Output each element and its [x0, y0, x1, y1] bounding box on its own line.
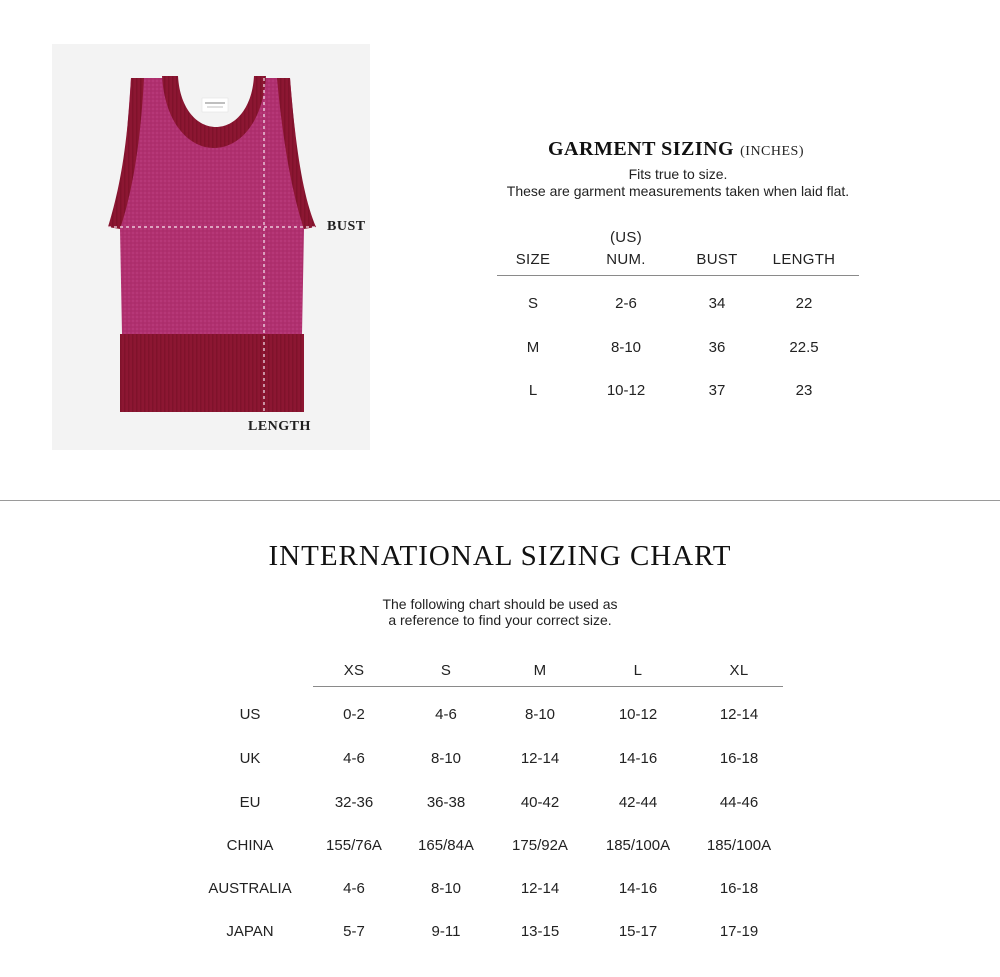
col-header-s: S	[440, 662, 452, 679]
col-header-xs: XS	[343, 662, 365, 679]
header-length: LENGTH	[772, 251, 836, 268]
region-label: EU	[239, 794, 261, 811]
international-header-rule	[313, 686, 783, 687]
gs-row-length: 22.5	[789, 339, 819, 356]
header-us: (US)	[609, 229, 643, 246]
col-header-m: M	[533, 662, 547, 679]
gs-row-num: 8-10	[610, 339, 642, 356]
col-header-l: L	[633, 662, 643, 679]
gs-row-bust: 34	[708, 295, 726, 312]
size-cell: 9-11	[431, 923, 461, 940]
international-subtitle-1: The following chart should be used as	[382, 596, 618, 612]
size-cell: 175/92A	[512, 837, 568, 854]
size-cell: 8-10	[524, 706, 556, 723]
col-header-xl: XL	[729, 662, 749, 679]
size-cell: 0-2	[343, 706, 365, 723]
garment-header-rule	[497, 275, 859, 276]
gs-row-bust: 37	[708, 382, 726, 399]
size-cell: 12-14	[719, 706, 759, 723]
size-cell: 185/100A	[605, 837, 671, 854]
size-cell: 15-17	[618, 923, 658, 940]
size-cell: 42-44	[618, 794, 658, 811]
gs-row-size: M	[526, 339, 540, 356]
gs-row-size: L	[528, 382, 538, 399]
bust-label: BUST	[327, 219, 366, 234]
size-cell: 32-36	[334, 794, 374, 811]
gs-row-bust: 36	[708, 339, 726, 356]
region-label: JAPAN	[226, 923, 274, 940]
size-cell: 155/76A	[326, 837, 382, 854]
size-cell: 14-16	[618, 750, 658, 767]
waistband-rib	[120, 334, 304, 412]
gs-row-num: 10-12	[606, 382, 646, 399]
header-bust: BUST	[696, 251, 738, 268]
gs-row-size: S	[527, 295, 538, 312]
region-label: UK	[239, 750, 261, 767]
size-cell: 40-42	[520, 794, 560, 811]
garment-sizing-heading: GARMENT SIZING	[548, 138, 735, 160]
size-cell: 165/84A	[418, 837, 474, 854]
region-label: CHINA	[226, 837, 274, 854]
region-label: US	[239, 706, 261, 723]
garment-sizing-title	[548, 138, 804, 161]
size-cell: 10-12	[618, 706, 658, 723]
brand-tag	[202, 98, 228, 112]
size-cell: 5-7	[343, 923, 365, 940]
vest-body	[120, 78, 304, 334]
garment-sizing-subtitle-2: These are garment measurements taken when laid flat.	[506, 183, 850, 199]
size-cell: 8-10	[430, 750, 462, 767]
garment-image	[52, 44, 370, 450]
header-num: NUM.	[606, 251, 646, 268]
international-chart-title: INTERNATIONAL SIZING CHART	[268, 540, 732, 572]
garment-sizing-subtitle-1: Fits true to size.	[628, 166, 728, 182]
size-cell: 17-19	[719, 923, 759, 940]
size-cell: 12-14	[520, 880, 560, 897]
sweater-vest-illustration	[52, 44, 370, 450]
size-cell: 14-16	[618, 880, 658, 897]
size-cell: 13-15	[520, 923, 560, 940]
size-cell: 4-6	[343, 750, 365, 767]
international-subtitle-2: a reference to find your correct size.	[388, 612, 612, 628]
size-cell: 16-18	[719, 880, 759, 897]
garment-sizing-unit: (INCHES)	[740, 144, 805, 159]
gs-row-length: 22	[795, 295, 813, 312]
size-cell: 185/100A	[706, 837, 772, 854]
region-label: AUSTRALIA	[208, 880, 292, 897]
gs-row-num: 2-6	[615, 295, 637, 312]
gs-row-length: 23	[795, 382, 813, 399]
length-label: LENGTH	[248, 419, 311, 434]
size-cell: 4-6	[343, 880, 365, 897]
size-cell: 36-38	[426, 794, 466, 811]
size-cell: 12-14	[520, 750, 560, 767]
header-size: SIZE	[515, 251, 551, 268]
size-cell: 44-46	[719, 794, 759, 811]
section-divider	[0, 500, 1000, 501]
size-cell: 16-18	[719, 750, 759, 767]
size-cell: 8-10	[430, 880, 462, 897]
size-cell: 4-6	[435, 706, 457, 723]
